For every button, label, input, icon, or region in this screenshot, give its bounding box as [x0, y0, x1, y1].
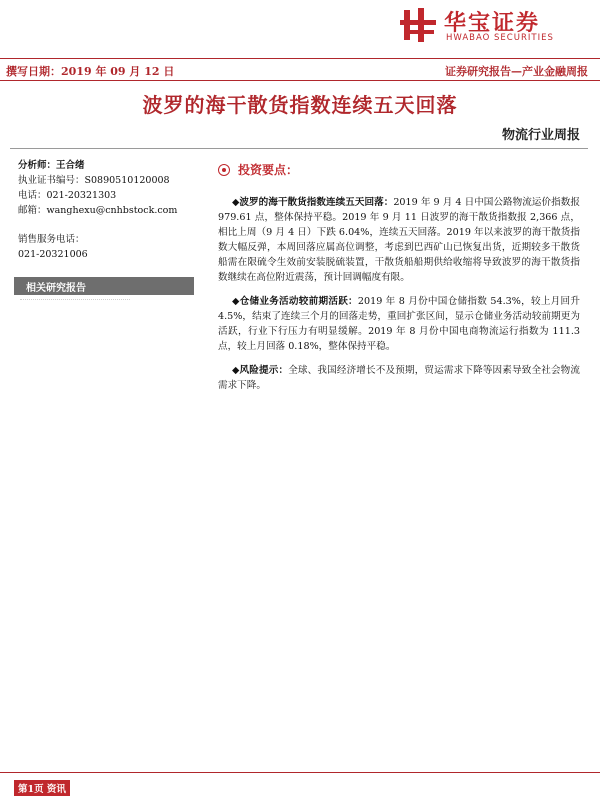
investment-summary	[218, 163, 580, 393]
paragraph-lead: ◆波罗的海干散货指数连续五天回落：	[232, 197, 394, 208]
report-series: 证券研究报告—产业金融周报	[445, 65, 588, 78]
summary-paragraph-3	[218, 363, 580, 393]
analyst-email[interactable]: 邮箱：wanghexu@cnhbstock.com	[18, 205, 178, 216]
header-rule-top	[0, 58, 600, 59]
hwabao-logo-icon	[398, 6, 438, 44]
related-reports-header	[14, 277, 194, 295]
sales-phone: 021-20321006	[18, 249, 88, 260]
analyst-sidebar	[18, 158, 188, 262]
paragraph-lead: ◆仓储业务活动较前期活跃：	[232, 296, 358, 307]
analyst-phone: 电话：021-20321303	[18, 190, 117, 201]
paragraph-text: 2019 年 9 月 4 日中国公路物流运价指数报 979.61 点，整体保持平稳。2019 年 9 月 11 日波罗的海干散货指数报 2,366 点，相比上周（9 月 4 日）下跌 6.04%，连续五天回落。2019 年以来波罗的海干散货指数大幅反弹，本周回落应属高位调整，考虑到巴西矿山已恢复出货，近期较多干散货船需在限硫令生效前安装脱硫装置，干散货船船期供给收缩将导致波罗的海干散货指数继续在高位附近震荡，预计回调幅度有限。	[218, 197, 580, 283]
paragraph-text: 2019 年 8 月份中国仓储指数 54.3%，较上月回升 4.5%，结束了连续三个月的回落走势，重回扩张区间，显示仓储业务活动较前期更为活跃，行业下行压力有明显缓解。2019 年 8 月份中国电商物流运行指数为 111.3 点，较上月回落 0.18%，整体保持平稳。	[218, 296, 580, 352]
footer-rule	[0, 772, 600, 773]
footer-tag: 第1页 资讯	[14, 780, 70, 796]
investment-heading-row	[218, 163, 580, 181]
brand-logo	[398, 4, 588, 46]
brand-name-cn: 华宝证券	[444, 11, 541, 36]
summary-paragraph-1	[218, 195, 580, 285]
header-rule-bottom	[0, 80, 600, 81]
paragraph-lead: ◆风险提示：	[232, 365, 289, 376]
brand-name-en: HWABAO SECURITIES	[446, 33, 554, 43]
report-subtitle: 物流行业周报	[501, 128, 580, 143]
summary-paragraph-2	[218, 294, 580, 354]
section-divider	[10, 148, 588, 149]
report-date: 撰写日期：2019 年 09 月 12 日	[6, 65, 175, 78]
related-reports-list	[20, 299, 130, 302]
related-reports-label: 相关研究报告	[26, 283, 86, 294]
page-footer	[0, 772, 600, 800]
paragraph-text: 全球、我国经济增长不及预期，贸运需求下降等因素导致全社会物流需求下降。	[218, 365, 580, 391]
investment-heading: 投资要点：	[238, 163, 299, 177]
report-header-bar	[0, 56, 600, 82]
analyst-name: 分析师：王合绪	[18, 160, 85, 171]
analyst-license: 执业证书编号：S0890510120008	[18, 175, 170, 186]
sales-label: 销售服务电话：	[18, 234, 85, 245]
bullet-icon	[218, 164, 230, 176]
report-title: 波罗的海干散货指数连续五天回落	[142, 93, 458, 117]
